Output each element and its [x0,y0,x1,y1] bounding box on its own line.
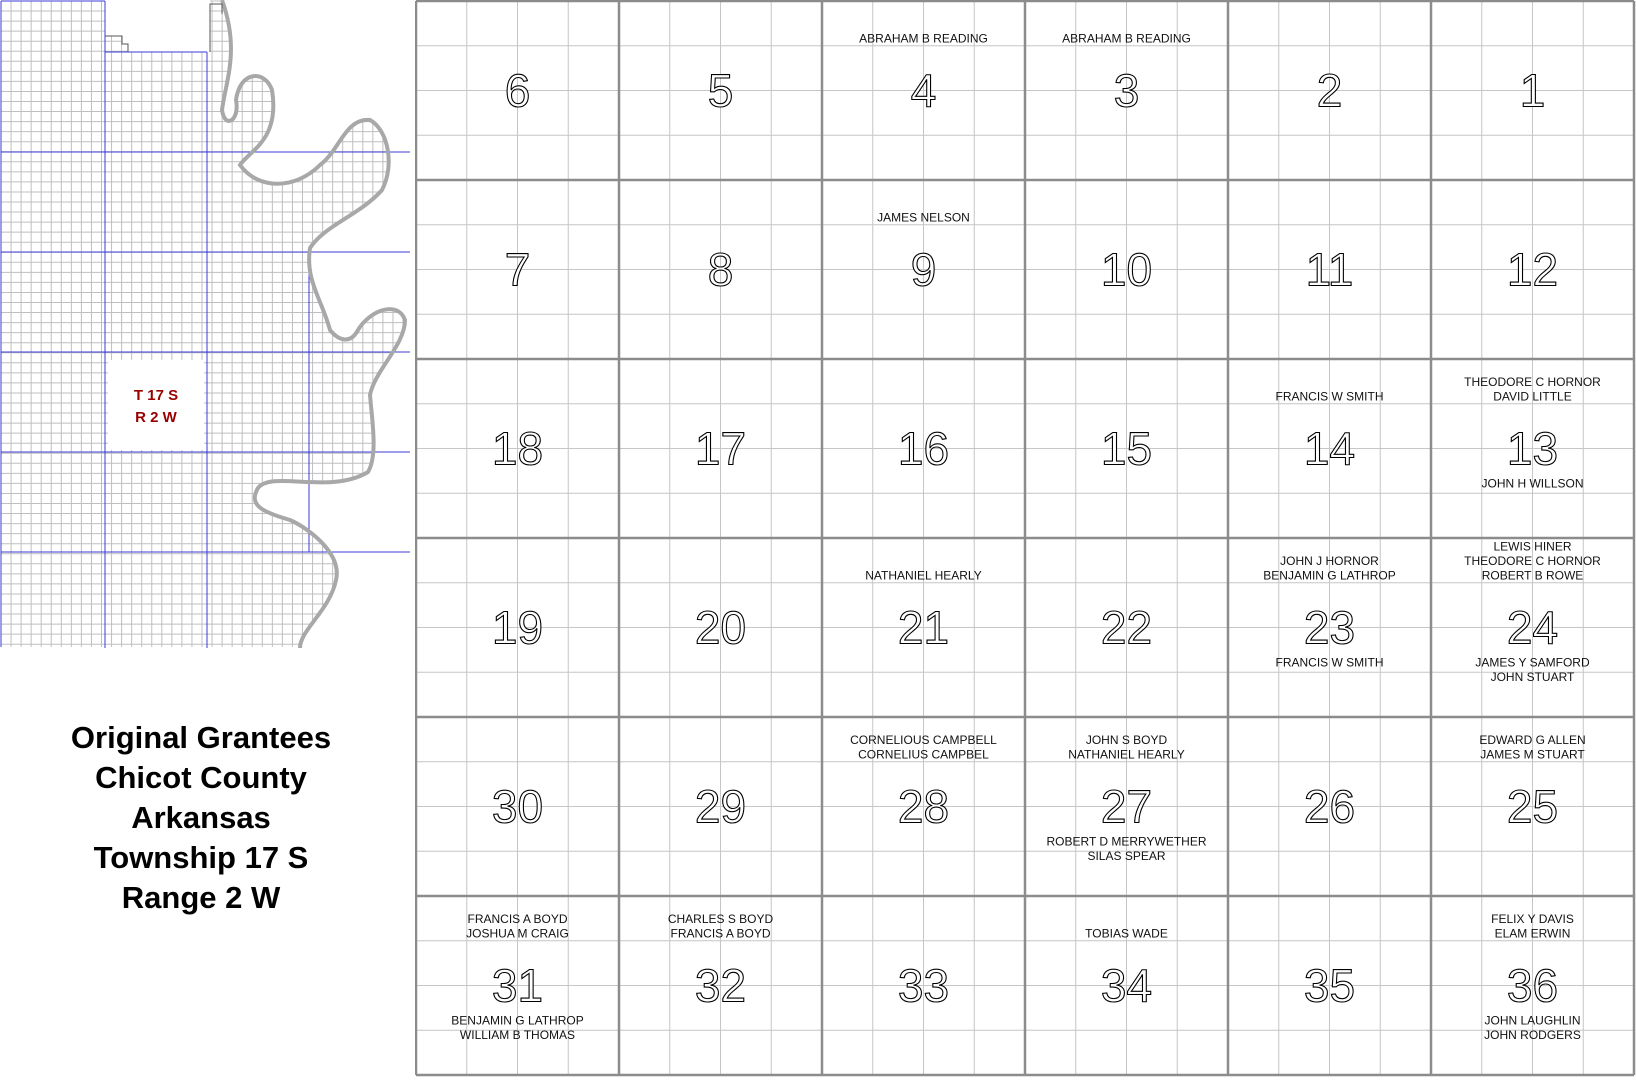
section-number: 13 [1506,422,1559,475]
section-number: 28 [897,780,950,833]
section-number: 18 [491,422,544,475]
grantee-name: JOSHUA M CRAIG [466,926,569,941]
section-number: 16 [897,422,950,475]
section-number: 23 [1303,601,1356,654]
grantee-name: CHARLES S BOYD [667,912,774,926]
section-number: 33 [897,959,950,1012]
section-number: 12 [1506,243,1559,296]
grantee-name: WILLIAM B THOMAS [459,1028,576,1042]
grantee-name: JOHN H WILLSON [1481,476,1584,491]
section-15 [1101,423,1152,475]
section-number: 24 [1506,601,1559,654]
grantee-name: LEWIS HINER [1493,539,1572,554]
section-number: 10 [1100,243,1153,296]
section-8 [708,244,734,296]
grantee-name: FRANCIS W SMITH [1275,655,1384,670]
section-5 [708,65,734,117]
section-number: 22 [1100,601,1153,654]
section-number: 21 [897,601,950,654]
section-33 [898,960,949,1012]
section-number: 7 [504,243,531,296]
title-line-township: Township 17 S [93,840,309,875]
section-number: 15 [1100,422,1153,475]
grantee-name: JOHN STUART [1490,670,1575,684]
grantee-name: EDWARD G ALLEN [1479,733,1586,747]
section-26 [1304,781,1355,833]
section-number: 35 [1303,959,1356,1012]
grantee-name: FRANCIS A BOYD [670,926,771,941]
section-number: 26 [1303,780,1356,833]
township-range-label [116,385,196,429]
section-35 [1304,960,1355,1012]
section-17 [695,423,746,475]
township-section-map [415,0,1636,1077]
section-16 [898,423,949,475]
grantee-name: CORNELIOUS CAMPBELL [850,733,997,747]
section-number: 19 [491,601,544,654]
section-22 [1101,602,1152,654]
grantee-name: JOHN S BOYD [1085,733,1168,747]
section-19 [492,602,543,654]
grantee-name: NATHANIEL HEARLY [1068,747,1185,762]
grantee-name: ABRAHAM B READING [1062,31,1191,46]
grantee-name: NATHANIEL HEARLY [865,568,982,583]
section-7 [505,244,531,296]
grantee-name: ABRAHAM B READING [859,31,988,46]
section-number: 17 [694,422,747,475]
title-line-county: Chicot County [95,760,307,795]
section-number: 27 [1100,780,1153,833]
section-number: 3 [1113,64,1140,117]
title-line-state: Arkansas [131,800,271,835]
section-number: 34 [1100,959,1153,1012]
grantee-name: SILAS SPEAR [1087,849,1166,863]
section-18 [492,423,543,475]
section-number: 6 [504,64,531,117]
section-number: 14 [1303,422,1356,475]
range-label: R 2 W [135,409,177,426]
section-1 [1520,65,1546,117]
section-number: 30 [491,780,544,833]
section-30 [492,781,543,833]
section-20 [695,602,746,654]
grantee-name: ELAM ERWIN [1494,926,1571,941]
section-number: 4 [910,64,937,117]
grantee-name: TOBIAS WADE [1085,926,1168,941]
grantee-name: JAMES Y SAMFORD [1475,655,1590,670]
section-number: 25 [1506,780,1559,833]
grantee-name: FELIX Y DAVIS [1491,912,1574,926]
grantee-name: BENJAMIN G LATHROP [451,1013,584,1028]
grantee-name: BENJAMIN G LATHROP [1263,568,1396,583]
section-grid [415,0,1636,1077]
grantee-name: JOHN RODGERS [1484,1028,1581,1042]
section-number: 5 [707,64,734,117]
grantee-name: JAMES NELSON [877,210,970,225]
grantee-name: JOHN J HORNOR [1280,554,1379,568]
section-6 [505,65,531,117]
grantee-name: THEODORE C HORNOR [1464,375,1601,389]
section-number: 36 [1506,959,1559,1012]
section-number: 20 [694,601,747,654]
title-line-range: Range 2 W [121,880,281,915]
grantee-name: JOHN LAUGHLIN [1484,1013,1581,1028]
section-12 [1507,244,1558,296]
section-number: 32 [694,959,747,1012]
section-number: 11 [1305,243,1354,296]
map-title [20,718,382,918]
locator-map-graphic [0,0,410,648]
section-number: 31 [491,959,544,1012]
section-number: 8 [707,243,734,296]
section-number: 2 [1316,64,1343,117]
township-label: T 17 S [133,387,179,404]
title-line-grantees: Original Grantees [70,720,332,755]
section-11 [1306,244,1354,296]
grantee-name: JAMES M STUART [1480,747,1585,762]
section-2 [1317,65,1343,117]
grantee-name: ROBERT D MERRYWETHER [1046,834,1207,849]
grantee-name: ROBERT B ROWE [1481,568,1584,583]
section-10 [1101,244,1152,296]
grantee-name: FRANCIS A BOYD [467,912,568,926]
grantee-name: CORNELIUS CAMPBEL [858,747,989,762]
section-number: 29 [694,780,747,833]
grantee-name: FRANCIS W SMITH [1275,389,1384,404]
section-29 [695,781,746,833]
section-number: 1 [1519,64,1546,117]
grantee-name: THEODORE C HORNOR [1464,554,1601,568]
grantee-name: DAVID LITTLE [1493,389,1572,404]
locator-map [0,0,410,648]
section-number: 9 [910,243,937,296]
